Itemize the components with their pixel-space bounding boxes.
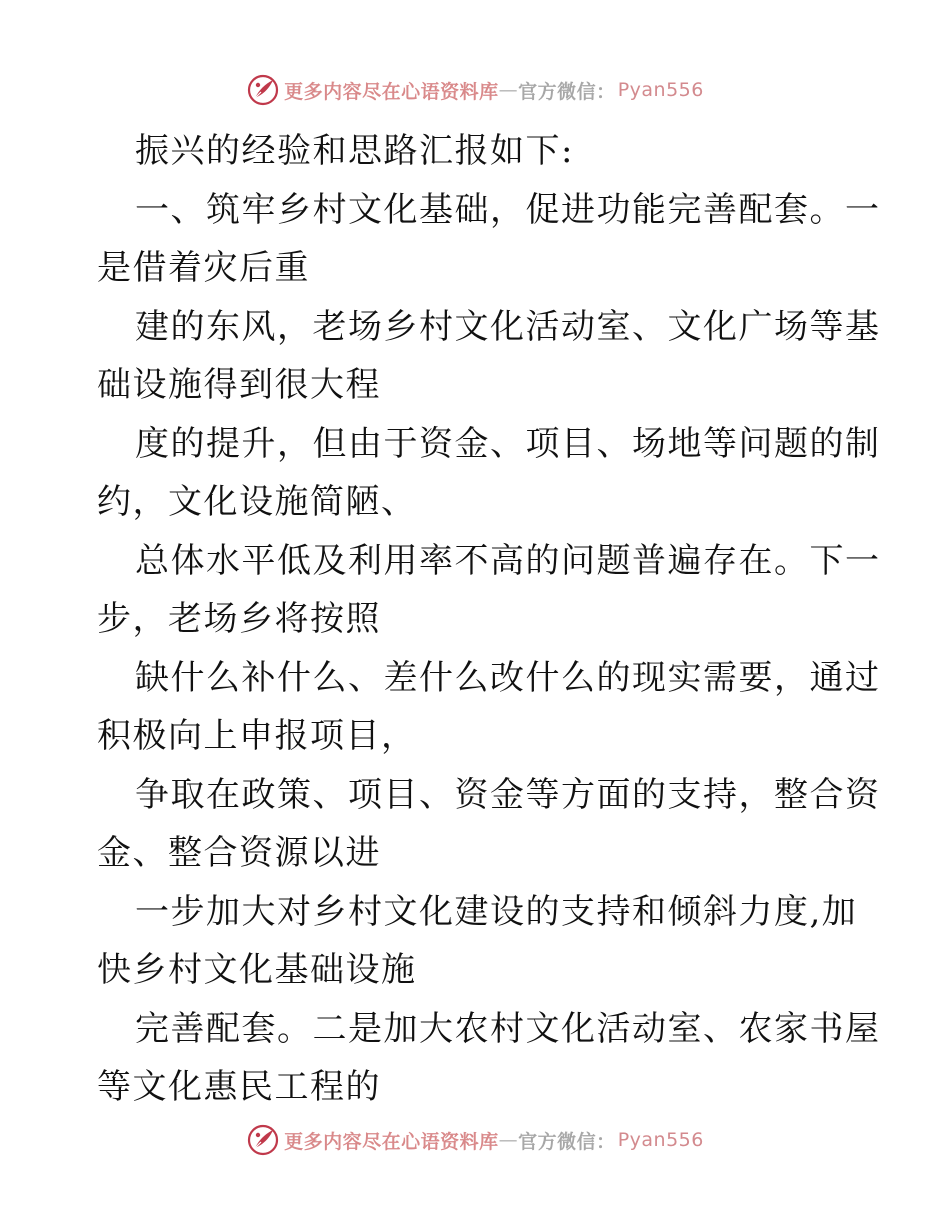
text-line-9: 步，老场乡将按照 [97, 599, 381, 639]
watermark-sub-text: 官方微信： [518, 80, 616, 103]
text-line-4: 建的东风，老场乡村文化活动室、文化广场等基 [135, 306, 881, 347]
text-line-16: 完善配套。二是加大农村文化活动室、农家书屋 [135, 1008, 881, 1049]
watermark-main-text: 更多内容尽在心语资料库 [284, 80, 499, 103]
text-line-7: 约，文化设施简陋、 [97, 482, 417, 522]
text-line-13: 金、整合资源以进 [97, 833, 381, 873]
text-line-1: 振兴的经验和思路汇报如下: [135, 131, 574, 171]
quill-logo-icon [246, 73, 280, 107]
watermark-wechat-id: Pyan556 [617, 79, 704, 101]
header-watermark [0, 70, 950, 110]
text-line-2: 一、筑牢乡村文化基础，促进功能完善配套。一 [135, 189, 881, 230]
text-line-10: 缺什么补什么、差什么改什么的现实需要，通过 [135, 657, 881, 698]
text-line-8: 总体水平低及利用率不高的问题普遍存在。下一 [135, 540, 881, 581]
text-line-14: 一步加大对乡村文化建设的支持和倾斜力度,加 [135, 891, 858, 932]
watermark-wechat-id: Pyan556 [617, 1129, 704, 1151]
text-line-17: 等文化惠民工程的 [97, 1067, 381, 1107]
watermark-dash: — [498, 1129, 519, 1151]
footer-watermark [0, 1120, 950, 1160]
text-line-12: 争取在政策、项目、资金等方面的支持，整合资 [135, 774, 881, 815]
text-line-15: 快乡村文化基础设施 [97, 950, 417, 990]
quill-logo-icon [246, 1123, 280, 1157]
text-line-3: 是借着灾后重 [97, 248, 310, 288]
watermark-dash: — [498, 79, 519, 101]
text-line-11: 积极向上申报项目， [97, 716, 417, 756]
document-body [97, 122, 881, 1117]
text-line-5: 础设施得到很大程 [97, 365, 381, 405]
watermark-sub-text: 官方微信： [518, 1130, 616, 1153]
watermark-main-text: 更多内容尽在心语资料库 [284, 1130, 499, 1153]
text-line-6: 度的提升，但由于资金、项目、场地等问题的制 [135, 423, 881, 464]
